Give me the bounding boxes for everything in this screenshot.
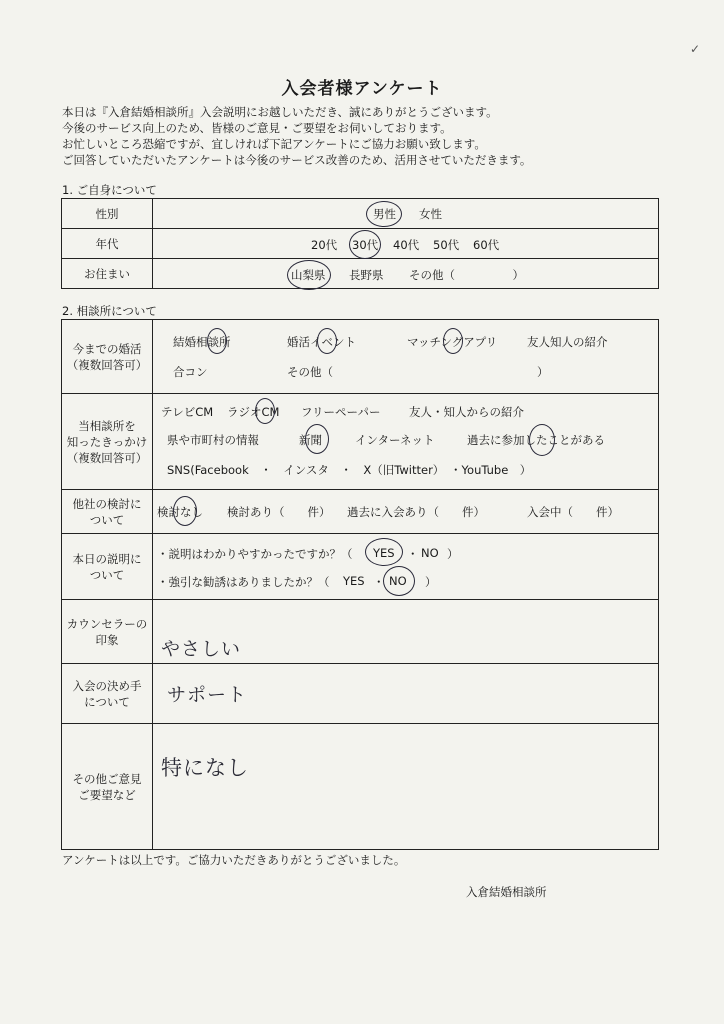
other-agency-cell xyxy=(153,490,659,534)
section1-heading: 1. ご自身について xyxy=(62,183,157,197)
comments-cell[interactable] xyxy=(153,724,659,850)
option-radio-cm[interactable]: ラジオCM xyxy=(227,405,280,419)
label-line: ついて xyxy=(89,567,125,582)
q2-no[interactable]: NO xyxy=(389,574,407,588)
intro-line: 本日は『入倉結婚相談所』入会説明にお越しいただき、誠にありがとうございます。 xyxy=(62,105,498,119)
label-line: 入会の決め手 xyxy=(72,678,142,693)
option-friend-intro[interactable]: 友人知人の紹介 xyxy=(527,335,608,349)
section2-heading: 2. 相談所について xyxy=(62,304,157,318)
option-past-participation[interactable]: 過去に参加したことがある xyxy=(467,433,605,447)
handwritten-comments: 特になし xyxy=(161,756,249,780)
age-cell xyxy=(153,229,659,259)
handwritten-decision-factor: サポート xyxy=(167,684,248,706)
option-30s[interactable]: 30代 xyxy=(352,238,379,252)
option-male[interactable]: 男性 xyxy=(373,207,396,221)
section2-table xyxy=(61,319,659,850)
option-free-paper[interactable]: フリーペーパー xyxy=(301,405,381,419)
age-label: 年代 xyxy=(62,229,153,259)
label-line: 本日の説明に xyxy=(72,551,142,566)
label-line: ご要望など xyxy=(78,787,136,802)
label-line: について xyxy=(84,694,130,709)
option-newspaper[interactable]: 新聞 xyxy=(299,433,322,447)
residence-cell xyxy=(153,259,659,289)
option-nagano[interactable]: 長野県 xyxy=(349,268,384,282)
label-line: （複数回答可） xyxy=(66,450,148,465)
option-friend-referral[interactable]: 友人・知人からの紹介 xyxy=(409,405,524,419)
label-line: 他社の検討に xyxy=(72,496,142,511)
option-50s[interactable]: 50代 xyxy=(433,238,460,252)
option-other-residence[interactable]: その他（ ） xyxy=(409,268,524,282)
q2-yes[interactable]: YES xyxy=(343,574,365,588)
option-marriage-agency[interactable]: 結婚相談所 xyxy=(173,335,231,349)
label-line: 当相談所を xyxy=(78,418,136,433)
gender-label: 性別 xyxy=(62,199,153,229)
option-tv-cm[interactable]: テレビCM xyxy=(161,405,214,419)
option-gokon[interactable]: 合コン xyxy=(173,365,208,379)
intro-line: お忙しいところ恐縮ですが、宜しければ下記アンケートにご協力お願い致します。 xyxy=(62,137,486,151)
trigger-label xyxy=(62,394,153,490)
intro-line: ご回答していただいたアンケートは今後のサービス改善のため、活用させていただきます。 xyxy=(62,153,532,167)
closing-message: アンケートは以上です。ご協力いただきありがとうございました。 xyxy=(62,853,406,867)
option-konkatsu-event[interactable]: 婚活イベント xyxy=(287,335,356,349)
label-line: 今までの婚活 xyxy=(72,341,142,356)
label-line: カウンセラーの xyxy=(66,616,148,631)
option-local-gov-info[interactable]: 県や市町村の情報 xyxy=(167,433,259,447)
explanation-cell xyxy=(153,534,659,600)
option-sns[interactable]: SNS(Facebook ・ インスタ ・ X（旧Twitter） ・YouTube ） xyxy=(167,463,532,477)
counselor-label xyxy=(62,600,153,664)
intro-line: 今後のサービス向上のため、皆様のご意見・ご要望をお伺いしております。 xyxy=(62,121,452,135)
margin-check-mark: ✓ xyxy=(690,42,701,56)
intro-text xyxy=(62,104,531,168)
other-agency-label xyxy=(62,490,153,534)
option-20s[interactable]: 20代 xyxy=(311,238,338,252)
agency-signature: 入倉結婚相談所 xyxy=(466,885,547,899)
trigger-cell xyxy=(153,394,659,490)
option-matching-app[interactable]: マッチングアプリ xyxy=(407,335,498,349)
explanation-label xyxy=(62,534,153,600)
label-line: その他ご意見 xyxy=(72,771,142,786)
other-konkatsu-close: ） xyxy=(537,365,549,379)
label-line: ついて xyxy=(89,512,125,527)
q1-no[interactable]: NO xyxy=(421,546,439,560)
option-other-konkatsu[interactable]: その他（ xyxy=(287,365,333,379)
label-line: （複数回答可） xyxy=(66,357,148,372)
residence-label: お住まい xyxy=(62,259,153,289)
decision-label xyxy=(62,664,153,724)
q2-separator: ・ xyxy=(373,575,385,589)
gender-cell xyxy=(153,199,659,229)
q1-separator: ・ xyxy=(407,547,419,561)
option-no-consideration[interactable]: 検討なし xyxy=(157,505,203,519)
counselor-cell[interactable] xyxy=(153,600,659,664)
option-60s[interactable]: 60代 xyxy=(473,238,500,252)
question-pushy-sales: ・強引な勧誘はありましたか？（ xyxy=(157,575,330,589)
comments-label xyxy=(62,724,153,850)
konkatsu-label xyxy=(62,320,153,394)
konkatsu-cell xyxy=(153,320,659,394)
option-past-member[interactable]: 過去に入会あり（ 件） xyxy=(347,505,485,519)
decision-cell[interactable] xyxy=(153,664,659,724)
question-easy-to-understand: ・説明はわかりやすかったですか？（ xyxy=(157,547,353,561)
option-40s[interactable]: 40代 xyxy=(393,238,420,252)
q1-yes[interactable]: YES xyxy=(373,546,395,560)
q1-close: ） xyxy=(447,547,459,561)
q2-close: ） xyxy=(425,575,437,589)
option-female[interactable]: 女性 xyxy=(419,207,442,221)
option-considered[interactable]: 検討あり（ 件） xyxy=(227,505,331,519)
option-internet[interactable]: インターネット xyxy=(355,433,435,447)
option-yamanashi[interactable]: 山梨県 xyxy=(291,268,326,282)
section1-table xyxy=(61,198,659,289)
label-line: 印象 xyxy=(95,632,119,647)
option-current-member[interactable]: 入会中（ 件） xyxy=(527,505,619,519)
handwritten-counselor-impression: やさしい xyxy=(161,638,242,660)
label-line: 知ったきっかけ xyxy=(66,434,148,449)
page-title: 入会者様アンケート xyxy=(281,79,443,99)
